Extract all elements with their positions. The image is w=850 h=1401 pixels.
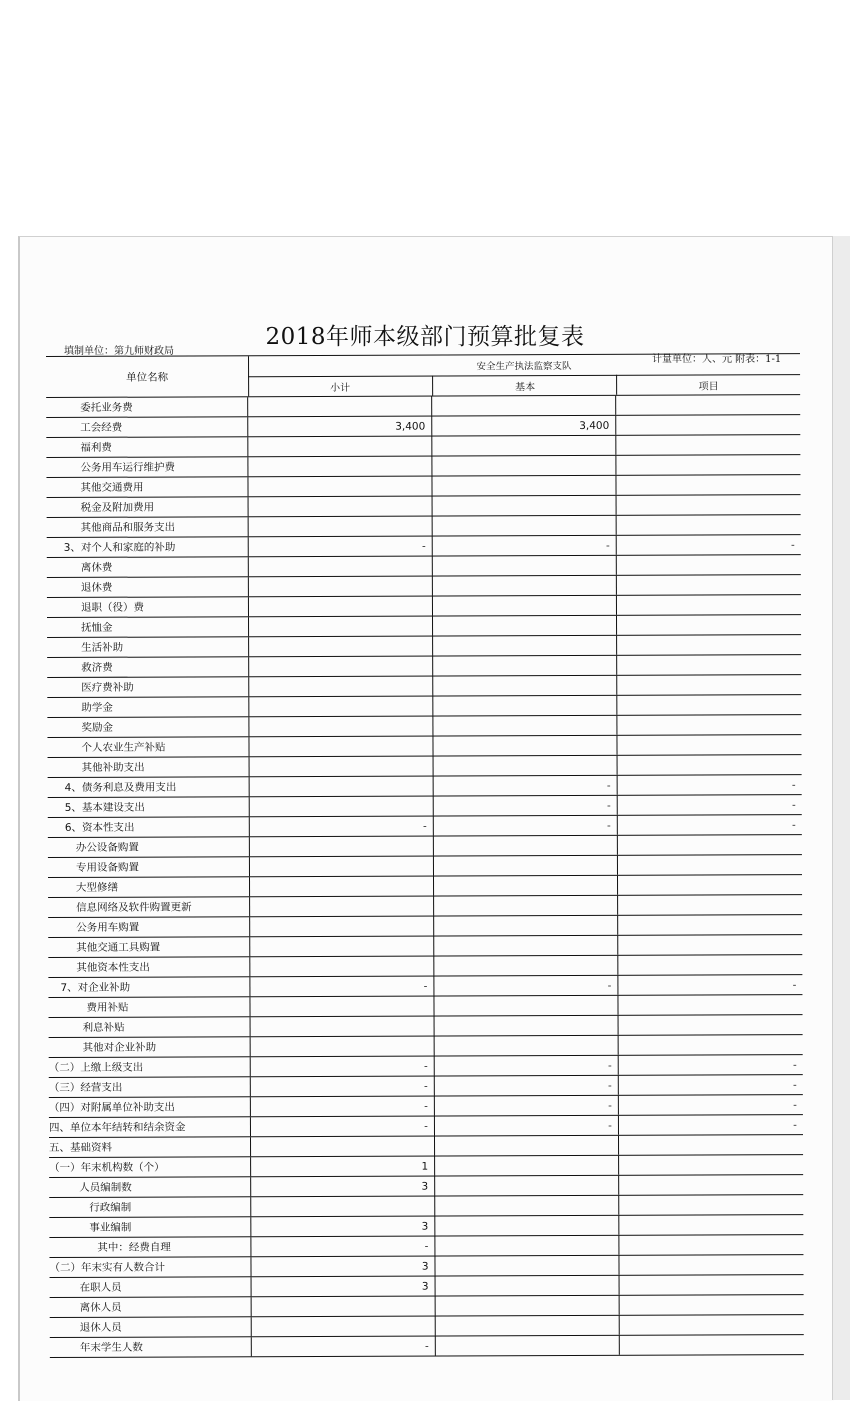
cell-subtotal: 3 [252,1277,436,1297]
row-label: （二）上缴上级支出 [49,1057,251,1077]
budget-table [46,353,804,1358]
row-label: 四、单位本年结转和结余资金 [49,1117,251,1137]
row-label: 4、债务利息及费用支出 [48,777,250,797]
row-label: 其他交通费用 [46,477,248,497]
cell-basic: - [434,816,618,836]
cell-project: - [792,1058,797,1071]
cell-project [616,435,800,455]
cell-project [617,595,801,615]
measurement-unit-label: 计量单位：人、元 附表：1-1 [652,354,782,365]
cell-basic [433,516,617,536]
cell-project: - [792,1078,797,1091]
cell-project [618,755,802,775]
row-label: （一）年末机构数（个） [49,1157,251,1177]
row-label: （二）年末实有人数合计 [49,1257,251,1277]
cell-basic [436,1316,620,1336]
row-label: 奖励金 [47,717,249,737]
cell-basic [436,1276,620,1296]
cell-project [619,1215,803,1235]
cell-project: - [791,778,796,791]
row-label: 退休人员 [50,1317,252,1337]
row-label: 生活补助 [47,637,249,657]
cell-basic [435,1036,619,1056]
row-label: （三）经营支出 [49,1077,251,1097]
row-label: 费用补贴 [48,997,250,1017]
row-label: 5、基本建设支出 [48,797,250,817]
cell-subtotal [249,677,433,697]
cell-project: - [791,818,796,831]
cell-project [616,395,800,415]
cell-subtotal [251,1137,435,1157]
cell-subtotal: - [251,1097,435,1117]
cell-subtotal [248,397,432,417]
row-label: 医疗费补助 [47,677,249,697]
cell-project [617,555,801,575]
cell-project [620,1315,804,1335]
cell-subtotal [249,577,433,597]
cell-project [617,715,801,735]
header-project: 项目 [698,381,719,393]
row-label: 人员编制数 [49,1177,251,1197]
cell-subtotal [249,717,433,737]
cell-project [618,995,802,1015]
cell-subtotal: 1 [251,1157,435,1177]
cell-project [618,855,802,875]
cell-basic [433,656,617,676]
cell-subtotal [249,557,433,577]
cell-project: - [791,798,796,811]
cell-project [619,1135,803,1155]
cell-subtotal: - [251,1117,435,1137]
cell-subtotal [251,1037,435,1057]
cell-basic [433,576,617,596]
row-label: 个人农业生产补贴 [47,737,249,757]
cell-subtotal [250,917,434,937]
cell-basic [435,1216,619,1236]
cell-subtotal [250,997,434,1017]
cell-basic [432,476,616,496]
cell-subtotal: - [251,1057,435,1077]
cell-basic: - [434,796,618,816]
cell-basic: - [435,1056,619,1076]
cell-basic [433,636,617,656]
header-organization: 安全生产执法监察支队 [248,354,800,377]
cell-subtotal: - [250,977,434,997]
row-label: 税金及附加费用 [47,497,249,517]
cell-project [617,495,801,515]
cell-subtotal [249,637,433,657]
row-label: 利息补贴 [49,1017,251,1037]
cell-subtotal [250,857,434,877]
cell-project [617,735,801,755]
cell-project [620,1295,804,1315]
cell-basic [433,596,617,616]
row-label: 事业编制 [49,1217,251,1237]
cell-subtotal [248,477,432,497]
cell-project: - [793,1118,797,1131]
cell-project [619,1195,803,1215]
cell-basic: - [435,1116,619,1136]
cell-project [618,875,802,895]
cell-basic [432,436,616,456]
cell-subtotal [251,1017,435,1037]
row-label: 退休费 [47,577,249,597]
cell-project [616,415,800,435]
cell-basic: 3,400 [432,416,616,436]
cell-basic [432,396,616,416]
cell-basic [433,716,617,736]
cell-basic: - [435,1076,619,1096]
cell-subtotal [249,617,433,637]
row-label: 其中：经费自理 [49,1237,251,1257]
row-label: 助学金 [47,697,249,717]
cell-project: - [793,1098,797,1111]
row-label: 3、对个人和家庭的补助 [47,537,249,557]
cell-basic [435,1156,619,1176]
cell-subtotal: 3 [251,1177,435,1197]
cell-basic: - [435,1096,619,1116]
row-label: 7、对企业补助 [48,977,250,997]
cell-subtotal: 3,400 [248,417,432,437]
page-title: 2018年师本级部门预算批复表 [265,324,585,350]
table-row [50,1335,804,1358]
cell-subtotal [252,1317,436,1337]
cell-project [617,515,801,535]
row-label: （四）对附属单位补助支出 [49,1097,251,1117]
cell-basic [435,1256,619,1276]
cell-subtotal [250,897,434,917]
cell-basic [433,556,617,576]
cell-subtotal [250,797,434,817]
cell-subtotal [249,497,433,517]
cell-project [618,915,802,935]
row-label: 在职人员 [50,1277,252,1297]
cell-project [618,935,802,955]
cell-subtotal [252,1297,436,1317]
cell-basic [436,1336,620,1356]
row-label: 福利费 [46,437,248,457]
cell-basic [433,696,617,716]
cell-subtotal [249,597,433,617]
cell-subtotal [248,457,432,477]
row-label: 信息网络及软件购置更新 [48,897,250,917]
cell-project [619,1235,803,1255]
cell-project [618,955,802,975]
cell-basic: - [434,976,618,996]
cell-basic [435,1196,619,1216]
cell-project [617,575,801,595]
cell-subtotal: - [251,1237,435,1257]
scan-edge-shadow [832,236,850,1400]
row-label: 行政编制 [49,1197,251,1217]
row-label: 其他交通工具购置 [48,937,250,957]
cell-basic [434,936,618,956]
cell-basic [435,1016,619,1036]
cell-project [617,635,801,655]
cell-basic: - [433,536,617,556]
row-label: 离休人员 [50,1297,252,1317]
row-label: 离休费 [47,557,249,577]
header-unit-name: 单位名称 [46,356,249,397]
row-label: 6、资本性支出 [48,817,250,837]
row-label: 年末学生人数 [50,1337,252,1357]
row-label: 公务用车运行维护费 [46,457,248,477]
cell-project [619,1155,803,1175]
cell-basic [434,856,618,876]
cell-subtotal: 3 [251,1217,435,1237]
cell-subtotal [249,697,433,717]
cell-subtotal [250,957,434,977]
cell-subtotal [249,657,433,677]
cell-subtotal: 3 [251,1257,435,1277]
row-label: 委托业务费 [46,397,248,417]
row-label: 办公设备购置 [48,837,250,857]
row-label: 其他补助支出 [48,757,250,777]
cell-project [617,675,801,695]
row-label: 退职（役）费 [47,597,249,617]
row-label: 大型修缮 [48,877,250,897]
cell-project [620,1335,804,1355]
row-label: 抚恤金 [47,617,249,637]
row-label: 其他对企业补助 [49,1037,251,1057]
cell-subtotal [250,777,434,797]
cell-subtotal: - [249,537,433,557]
cell-subtotal [250,837,434,857]
cell-subtotal [250,877,434,897]
cell-project [618,835,802,855]
cell-subtotal [249,517,433,537]
row-label: 专用设备购置 [48,857,250,877]
cell-project [616,475,800,495]
cell-subtotal [250,757,434,777]
cell-basic [433,676,617,696]
cell-project [617,695,801,715]
header-basic: 基本 [515,382,536,394]
cell-basic [435,1236,619,1256]
cell-basic [434,996,618,1016]
cell-basic [435,1176,619,1196]
cell-basic [433,616,617,636]
cell-basic [434,916,618,936]
cell-basic [434,836,618,856]
cell-subtotal: - [252,1337,436,1357]
row-label: 公务用车购置 [48,917,250,937]
cell-project [617,615,801,635]
cell-project [619,1175,803,1195]
cell-subtotal [248,437,432,457]
table-header [46,354,800,398]
cell-basic [436,1296,620,1316]
cell-subtotal [249,737,433,757]
cell-subtotal [251,1197,435,1217]
cell-project: - [790,538,795,551]
cell-project [619,1035,803,1055]
cell-basic: - [434,776,618,796]
row-label: 五、基础资料 [49,1137,251,1157]
cell-subtotal: - [251,1077,435,1097]
row-label: 工会经费 [46,417,248,437]
table-body [46,395,804,1358]
cell-project: - [792,978,797,991]
header-subtotal: 小计 [330,382,351,394]
cell-project [617,655,801,675]
filing-unit-label: 填制单位：第九师财政局 [64,346,174,357]
cell-basic [434,956,618,976]
row-label: 救济费 [47,657,249,677]
cell-subtotal [250,937,434,957]
cell-basic [432,456,616,476]
cell-project [619,1255,803,1275]
cell-basic [434,756,618,776]
cell-subtotal: - [250,817,434,837]
cell-basic [434,876,618,896]
cell-basic [434,896,618,916]
cell-project [619,1015,803,1035]
cell-project [618,895,802,915]
row-label: 其他资本性支出 [48,957,250,977]
cell-project [616,455,800,475]
cell-basic [433,736,617,756]
row-label: 其他商品和服务支出 [47,517,249,537]
cell-basic [435,1136,619,1156]
cell-project [620,1275,804,1295]
cell-basic [433,496,617,516]
